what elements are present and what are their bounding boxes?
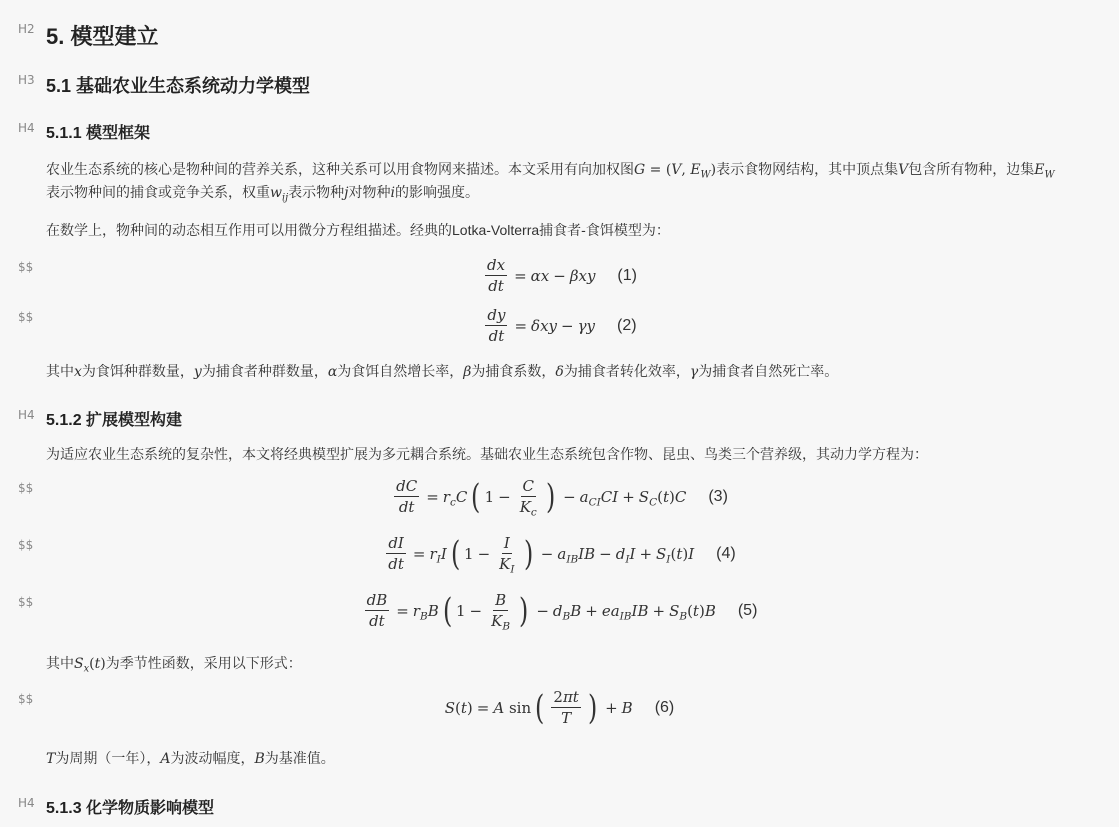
text-run: 表示物种 (288, 184, 345, 200)
equation-number: (5) (737, 601, 758, 619)
equation-row (0, 688, 1119, 738)
heading-level-marker: H2 (18, 22, 35, 36)
math-inline: G = (V, $E_W$) (634, 162, 717, 181)
text-run: 其中 (46, 363, 74, 379)
text-run: 为捕食者转化效率， (563, 363, 690, 379)
text-run: 为基准值。 (264, 750, 335, 766)
paragraph: 为适应农业生态系统的复杂性，本文将经典模型扩展为多元耦合系统。基础农业生态系统包含作物、昆虫、鸟类三个营养级，其动力学方程为： (46, 446, 928, 462)
equation-row (0, 256, 1119, 300)
equation-number: (6) (654, 698, 675, 716)
display-equation: $\frac{dy}{dt}$ = δxy − γy (2) (487, 306, 637, 345)
text-run: 为捕食者自然死亡率。 (698, 363, 839, 379)
text-run: 为波动幅度， (170, 750, 255, 766)
math-inline: i (390, 185, 395, 201)
equation-number: (3) (708, 487, 728, 505)
math-block-marker: $$ (18, 692, 34, 706)
display-equation: $\frac{dx}{dt}$ = αx − βxy (1) (487, 256, 637, 295)
display-equation: $\frac{dC}{dt}$ = $r_cC$ ( 1 − $\frac{C}{K_c}$ ) − $a_{CI}CI$ + $S_C$ ( t ) C (3) (396, 476, 728, 519)
text-run: 表示物种间的捕食或竞争关系，权重 (46, 184, 270, 200)
section-heading-h3: 5.1 基础农业生态系统动力学模型 (46, 76, 311, 96)
math-inline: j (344, 185, 349, 201)
equation-number: (2) (617, 316, 637, 334)
paragraph: T为周期（一年），A为波动幅度，B为基准值。 (46, 750, 335, 767)
paragraph: 其中$S_x(t)$为季节性函数，采用以下形式： (46, 655, 302, 675)
subsection-heading: 5.1.3 化学物质影响模型 (46, 800, 215, 817)
display-equation: $\frac{dI}{dt}$ = $r_II$ ( 1 − $\frac{I}{K_I}$ ) − $a_{IB}IB$ − $d_II$ + $S_I$ ( t ) I (4) (388, 533, 736, 576)
heading-level-marker: H3 (18, 73, 35, 87)
text-run: 为捕食者种群数量， (201, 363, 328, 379)
math-inline: V (898, 162, 909, 178)
heading-level-marker: H4 (18, 408, 35, 422)
subsection-heading: 5.1.2 扩展模型构建 (46, 412, 183, 429)
text-run: 对物种 (348, 184, 391, 200)
paragraph: 其中x为食饵种群数量，y为捕食者种群数量，α为食饵自然增长率，β为捕食系数，δ为捕食者转化效率，γ为捕食者自然死亡率。 (46, 363, 839, 380)
equation-number: (1) (617, 266, 637, 284)
math-inline: $E_W$ (1034, 162, 1055, 181)
math-block-marker: $$ (18, 260, 34, 274)
equation-row (0, 477, 1119, 525)
paragraph: 在数学上，物种间的动态相互作用可以用微分方程组描述。经典的Lotka-Volterra捕食者-食饵模型为： (46, 222, 670, 238)
fraction: $\frac{dx}{dt}$ (487, 256, 506, 295)
math-inline: $w_{ij}$ (270, 185, 289, 204)
equation-row (0, 591, 1119, 639)
equation-number: (4) (716, 544, 736, 562)
text-run: 包含所有物种，边集 (908, 161, 1035, 177)
heading-level-marker: H4 (18, 121, 35, 135)
text-run: 为季节性函数，采用以下形式： (105, 655, 302, 671)
math-block-marker: $$ (18, 481, 34, 495)
paragraph (46, 158, 1099, 204)
math-block-marker: $$ (18, 310, 34, 324)
text-run: 其中 (46, 655, 74, 671)
section-heading-h2: 5. 模型建立 (46, 24, 159, 49)
text-run: 为周期（一年）， (55, 750, 161, 766)
equation-row (0, 306, 1119, 350)
text-run: 农业生态系统的核心是物种间的营养关系，这种关系可以用食物网来描述。本文采用有向加权图 (46, 161, 634, 177)
math-block-marker: $$ (18, 595, 34, 609)
display-equation: $\frac{dB}{dt}$ = $r_BB$ ( 1 − $\frac{B}{K_B}$ ) − $d_BB$ + $ea_{IB}IB$ + $S_B$ ( t ) B (5) (366, 590, 758, 633)
fraction: $\frac{dy}{dt}$ (487, 306, 506, 345)
equation-row (0, 534, 1119, 582)
text-run: 为食饵自然增长率， (337, 363, 464, 379)
text-run: 为食饵种群数量， (81, 363, 194, 379)
math-block-marker: $$ (18, 538, 34, 552)
display-equation: S ( t ) = A sin ( $\frac{2\pi t}{T}$ ) + B (6) (444, 687, 675, 728)
heading-level-marker: H4 (18, 796, 35, 810)
subsection-heading: 5.1.1 模型框架 (46, 125, 151, 142)
text-run: 表示食物网结构，其中顶点集 (716, 161, 899, 177)
text-run: 的影响强度。 (394, 184, 479, 200)
text-run: 为捕食系数， (471, 363, 556, 379)
